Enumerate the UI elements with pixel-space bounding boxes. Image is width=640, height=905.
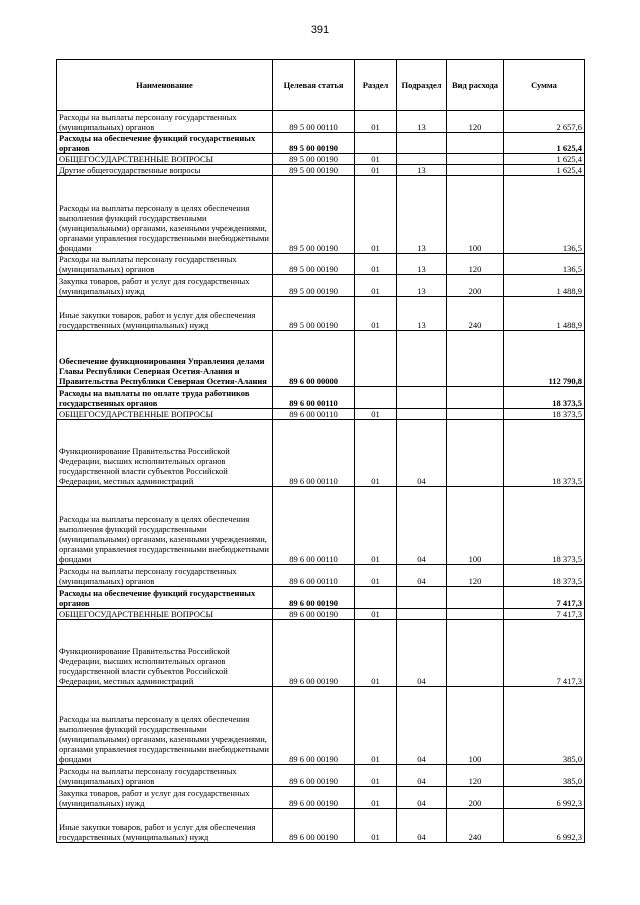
table-row: [57, 409, 585, 420]
cell-target-article: 89 5 00 00110: [273, 111, 355, 133]
cell-name: Закупка товаров, работ и услуг для государственных (муниципальных) нужд: [57, 787, 273, 809]
table-row: [57, 620, 585, 687]
table-row: [57, 765, 585, 787]
table-body: [57, 111, 585, 843]
header-section: Раздел: [355, 60, 397, 111]
cell-section: 01: [355, 765, 397, 787]
cell-target-article: 89 6 00 00110: [273, 420, 355, 487]
cell-expense-type: [447, 133, 504, 154]
cell-target-article: 89 6 00 00190: [273, 687, 355, 765]
cell-name: Закупка товаров, работ и услуг для государственных (муниципальных) нужд: [57, 275, 273, 297]
cell-expense-type: [447, 331, 504, 387]
cell-section: [355, 133, 397, 154]
cell-subsection: 04: [397, 565, 447, 587]
cell-name: Расходы на обеспечение функций государственных органов: [57, 587, 273, 609]
cell-target-article: 89 6 00 00000: [273, 331, 355, 387]
cell-sum: 6 992,3: [504, 787, 585, 809]
cell-target-article: 89 6 00 00110: [273, 565, 355, 587]
cell-target-article: 89 6 00 00110: [273, 409, 355, 420]
cell-expense-type: 120: [447, 765, 504, 787]
cell-expense-type: [447, 620, 504, 687]
header-expense-type: Вид расхода: [447, 60, 504, 111]
cell-target-article: 89 5 00 00190: [273, 297, 355, 331]
cell-section: [355, 387, 397, 409]
cell-subsection: [397, 154, 447, 165]
cell-sum: 18 373,5: [504, 487, 585, 565]
table-header-row: [57, 60, 585, 111]
table-row: [57, 176, 585, 254]
table-row: [57, 254, 585, 275]
cell-subsection: 13: [397, 111, 447, 133]
cell-section: 01: [355, 165, 397, 176]
cell-subsection: 04: [397, 787, 447, 809]
cell-name: Расходы на выплаты персоналу государственных (муниципальных) органов: [57, 254, 273, 275]
cell-name: Расходы на выплаты персоналу государственных (муниципальных) органов: [57, 765, 273, 787]
cell-target-article: 89 6 00 00190: [273, 620, 355, 687]
cell-sum: 18 373,5: [504, 387, 585, 409]
cell-subsection: 13: [397, 165, 447, 176]
cell-section: 01: [355, 297, 397, 331]
cell-subsection: [397, 587, 447, 609]
cell-section: 01: [355, 609, 397, 620]
cell-target-article: 89 5 00 00190: [273, 165, 355, 176]
page-number: 391: [310, 24, 330, 36]
cell-section: 01: [355, 420, 397, 487]
cell-target-article: 89 6 00 00110: [273, 387, 355, 409]
table-row: [57, 687, 585, 765]
cell-expense-type: [447, 387, 504, 409]
cell-target-article: 89 6 00 00190: [273, 609, 355, 620]
cell-subsection: 13: [397, 297, 447, 331]
cell-expense-type: 100: [447, 176, 504, 254]
cell-section: 01: [355, 809, 397, 843]
cell-sum: 7 417,3: [504, 609, 585, 620]
cell-target-article: 89 5 00 00190: [273, 254, 355, 275]
cell-expense-type: [447, 587, 504, 609]
cell-target-article: 89 5 00 00190: [273, 133, 355, 154]
cell-expense-type: 200: [447, 275, 504, 297]
cell-name: Функционирование Правительства Российской Федерации, высших исполнительных органов государственной власти субъектов Российской Федерации, местных администраций: [57, 420, 273, 487]
header-target-article: Целевая статья: [273, 60, 355, 111]
cell-name: ОБЩЕГОСУДАРСТВЕННЫЕ ВОПРОСЫ: [57, 409, 273, 420]
header-sum: Сумма: [504, 60, 585, 111]
table-row: [57, 809, 585, 843]
cell-subsection: 13: [397, 254, 447, 275]
cell-subsection: 04: [397, 487, 447, 565]
cell-sum: 18 373,5: [504, 565, 585, 587]
cell-expense-type: [447, 609, 504, 620]
cell-subsection: 04: [397, 765, 447, 787]
cell-section: 01: [355, 620, 397, 687]
cell-name: Функционирование Правительства Российской Федерации, высших исполнительных органов государственной власти субъектов Российской Федерации, местных администраций: [57, 620, 273, 687]
table-row: [57, 609, 585, 620]
table-row: [57, 275, 585, 297]
cell-subsection: 04: [397, 620, 447, 687]
cell-sum: 1 625,4: [504, 165, 585, 176]
cell-subsection: 04: [397, 809, 447, 843]
cell-target-article: 89 5 00 00190: [273, 176, 355, 254]
table-row: [57, 565, 585, 587]
cell-section: 01: [355, 254, 397, 275]
cell-section: 01: [355, 487, 397, 565]
cell-expense-type: 120: [447, 111, 504, 133]
cell-subsection: 13: [397, 275, 447, 297]
cell-target-article: 89 6 00 00190: [273, 809, 355, 843]
cell-name: Расходы на обеспечение функций государственных органов: [57, 133, 273, 154]
cell-sum: 18 373,5: [504, 409, 585, 420]
cell-sum: 385,0: [504, 765, 585, 787]
cell-target-article: 89 6 00 00190: [273, 765, 355, 787]
cell-sum: 2 657,6: [504, 111, 585, 133]
cell-name: Расходы на выплаты персоналу в целях обеспечения выполнения функций государственными (муниципальными) органами, казенными учреждениями, органами управления государственными внебюджетными фондами: [57, 176, 273, 254]
table-row: [57, 331, 585, 387]
table-row: [57, 154, 585, 165]
table-row: [57, 111, 585, 133]
cell-section: [355, 331, 397, 387]
table-row: [57, 387, 585, 409]
cell-subsection: 04: [397, 420, 447, 487]
cell-subsection: [397, 133, 447, 154]
cell-target-article: 89 6 00 00110: [273, 487, 355, 565]
cell-section: 01: [355, 275, 397, 297]
table-row: [57, 133, 585, 154]
cell-expense-type: [447, 165, 504, 176]
cell-sum: 1 488,9: [504, 275, 585, 297]
cell-target-article: 89 6 00 00190: [273, 587, 355, 609]
cell-sum: 1 625,4: [504, 154, 585, 165]
table-row: [57, 487, 585, 565]
cell-sum: 18 373,5: [504, 420, 585, 487]
cell-section: 01: [355, 409, 397, 420]
cell-section: [355, 587, 397, 609]
table-row: [57, 165, 585, 176]
cell-section: 01: [355, 176, 397, 254]
cell-section: 01: [355, 787, 397, 809]
cell-subsection: [397, 331, 447, 387]
table-row: [57, 420, 585, 487]
cell-target-article: 89 5 00 00190: [273, 154, 355, 165]
table-row: [57, 787, 585, 809]
cell-expense-type: 200: [447, 787, 504, 809]
cell-sum: 136,5: [504, 254, 585, 275]
table-row: [57, 587, 585, 609]
cell-sum: 6 992,3: [504, 809, 585, 843]
cell-expense-type: 100: [447, 687, 504, 765]
cell-name: Другие общегосударственные вопросы: [57, 165, 273, 176]
cell-section: 01: [355, 111, 397, 133]
header-name: Наименование: [57, 60, 273, 111]
cell-expense-type: 100: [447, 487, 504, 565]
cell-expense-type: 120: [447, 565, 504, 587]
cell-name: ОБЩЕГОСУДАРСТВЕННЫЕ ВОПРОСЫ: [57, 609, 273, 620]
cell-sum: 112 790,8: [504, 331, 585, 387]
cell-name: Расходы на выплаты по оплате труда работников государственных органов: [57, 387, 273, 409]
cell-target-article: 89 6 00 00190: [273, 787, 355, 809]
cell-sum: 385,0: [504, 687, 585, 765]
table-row: [57, 297, 585, 331]
cell-name: ОБЩЕГОСУДАРСТВЕННЫЕ ВОПРОСЫ: [57, 154, 273, 165]
cell-sum: 7 417,3: [504, 587, 585, 609]
cell-name: Иные закупки товаров, работ и услуг для обеспечения государственных (муниципальных) нужд: [57, 297, 273, 331]
cell-sum: 136,5: [504, 176, 585, 254]
header-subsection: Подраздел: [397, 60, 447, 111]
cell-sum: 7 417,3: [504, 620, 585, 687]
cell-name: Расходы на выплаты персоналу государственных (муниципальных) органов: [57, 111, 273, 133]
cell-section: 01: [355, 565, 397, 587]
cell-name: Расходы на выплаты персоналу в целях обеспечения выполнения функций государственными (муниципальными) органами, казенными учреждениями, органами управления государственными внебюджетными фондами: [57, 687, 273, 765]
cell-name: Обеспечение функционирования Управления делами Главы Республики Северная Осетия-Алания и Правительства Республики Северная Осетия-Алания: [57, 331, 273, 387]
cell-expense-type: 120: [447, 254, 504, 275]
cell-expense-type: [447, 409, 504, 420]
cell-expense-type: 240: [447, 809, 504, 843]
cell-section: 01: [355, 687, 397, 765]
cell-sum: 1 488,9: [504, 297, 585, 331]
cell-subsection: [397, 409, 447, 420]
cell-subsection: [397, 387, 447, 409]
cell-expense-type: [447, 154, 504, 165]
cell-expense-type: 240: [447, 297, 504, 331]
cell-subsection: [397, 609, 447, 620]
cell-name: Расходы на выплаты персоналу в целях обеспечения выполнения функций государственными (муниципальными) органами, казенными учреждениями, органами управления государственными внебюджетными фондами: [57, 487, 273, 565]
budget-table: [56, 59, 585, 843]
cell-subsection: 04: [397, 687, 447, 765]
cell-name: Расходы на выплаты персоналу государственных (муниципальных) органов: [57, 565, 273, 587]
cell-section: 01: [355, 154, 397, 165]
cell-expense-type: [447, 420, 504, 487]
cell-target-article: 89 5 00 00190: [273, 275, 355, 297]
cell-subsection: 13: [397, 176, 447, 254]
cell-sum: 1 625,4: [504, 133, 585, 154]
cell-name: Иные закупки товаров, работ и услуг для обеспечения государственных (муниципальных) нужд: [57, 809, 273, 843]
